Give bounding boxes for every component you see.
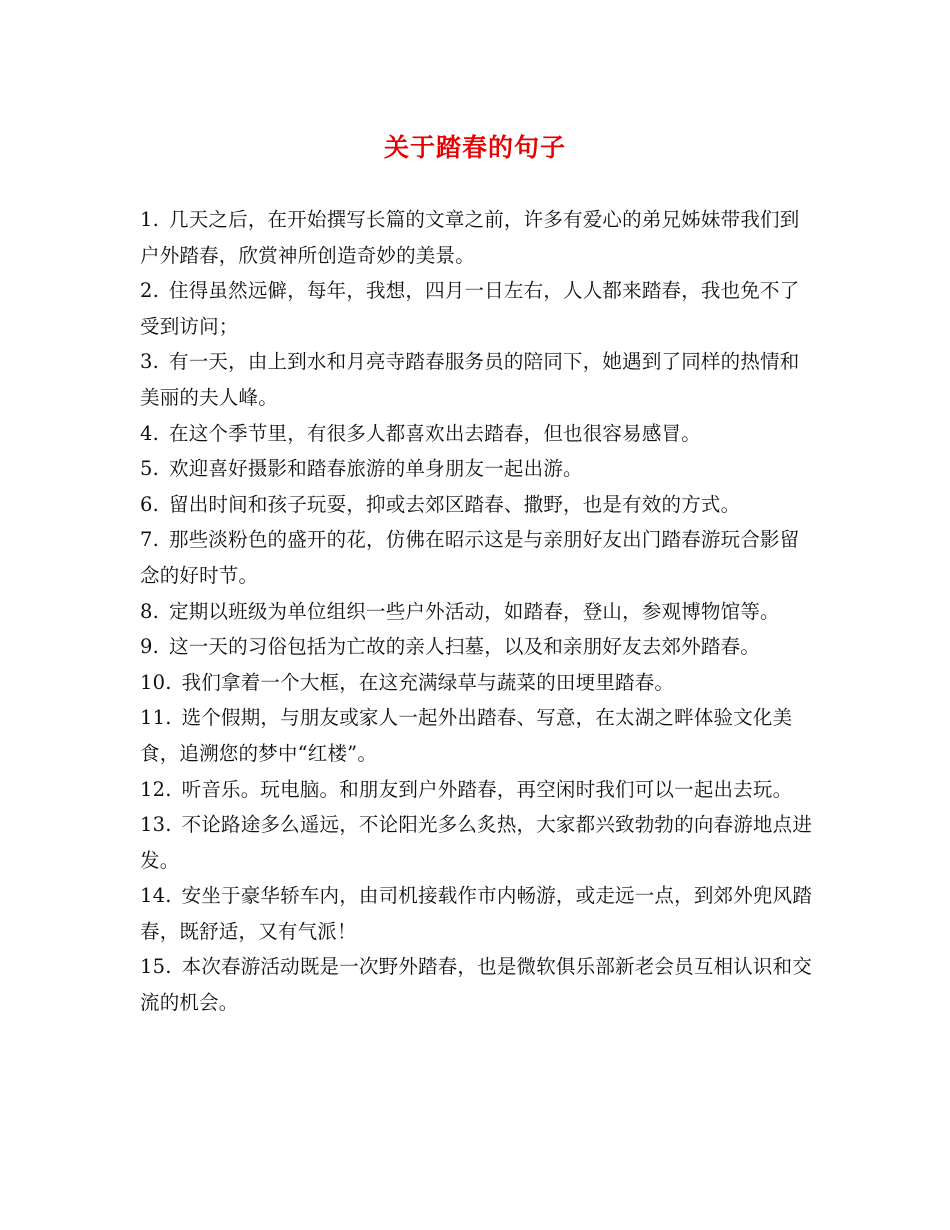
item-text: 这一天的习俗包括为亡故的亲人扫墓，以及和亲朋好友去郊外踏春。: [169, 635, 761, 659]
list-item: [140, 949, 815, 1020]
item-number: 14.: [140, 884, 172, 908]
item-text: 在这个季节里，有很多人都喜欢出去踏春，但也很容易感冒。: [169, 421, 701, 445]
item-number: 4.: [140, 421, 160, 445]
item-text: 留出时间和孩子玩耍，抑或去郊区踏春、撒野，也是有效的方式。: [169, 492, 741, 516]
item-number: 3.: [140, 350, 160, 374]
document-title: 关于踏春的句子: [383, 133, 566, 162]
list-item: [140, 273, 815, 344]
item-number: 9.: [140, 635, 160, 659]
item-text: 那些淡粉色的盛开的花，仿佛在昭示这是与亲朋好友出门踏春游玩合影留念的好时节。: [140, 528, 800, 587]
item-text: 不论路途多么遥远，不论阳光多么炙热，大家都兴致勃勃的向春游地点进发。: [140, 813, 813, 872]
item-text: 选个假期，与朋友或家人一起外出踏春、写意，在太湖之畔体验文化美食，追溯您的梦中“红楼”。: [140, 706, 793, 765]
list-item: [140, 665, 815, 701]
item-text: 本次春游活动既是一次野外踏春，也是微软俱乐部新老会员互相认识和交流的机会。: [140, 955, 813, 1015]
item-number: 2.: [140, 279, 160, 303]
list-item: [140, 594, 815, 630]
item-number: 15.: [140, 955, 172, 979]
list-item: [140, 344, 815, 415]
item-number: 6.: [140, 492, 160, 516]
item-number: 1.: [140, 208, 160, 231]
item-text: 住得虽然远僻，每年，我想，四月一日左右，人人都来踏春，我也免不了受到访问；: [140, 279, 800, 338]
item-text: 听音乐。玩电脑。和朋友到户外踏春，再空闲时我们可以一起出去玩。: [181, 777, 793, 801]
item-text: 几天之后，在开始撰写长篇的文章之前，许多有爱心的弟兄姊妹带我们到户外踏春，欣赏神所创造奇妙的美景。: [140, 208, 800, 267]
item-text: 欢迎喜好摄影和踏春旅游的单身朋友一起出游。: [169, 457, 583, 481]
list-item: [140, 700, 815, 771]
list-item: [140, 487, 815, 523]
item-text: 定期以班级为单位组织一些户外活动，如踏春，登山，参观博物馆等。: [169, 599, 780, 623]
item-number: 10.: [140, 670, 172, 694]
item-number: 12.: [140, 777, 172, 801]
list-item: [140, 629, 815, 665]
list-item: [140, 807, 815, 878]
list-item: [140, 451, 815, 487]
sentence-list: [140, 202, 815, 1021]
item-number: 7.: [140, 528, 160, 552]
list-item: [140, 878, 815, 949]
item-text: 安坐于豪华轿车内，由司机接载作市内畅游，或走远一点，到郊外兜风踏春，既舒适，又有气派！: [140, 884, 813, 943]
list-item: [140, 202, 815, 273]
item-text: 有一天，由上到水和月亮寺踏春服务员的陪同下，她遇到了同样的热情和美丽的夫人峰。: [140, 350, 800, 409]
list-item: [140, 522, 815, 593]
item-number: 5.: [140, 457, 160, 481]
list-item: [140, 772, 815, 808]
item-number: 11.: [140, 706, 172, 730]
list-item: [140, 416, 815, 452]
item-number: 13.: [140, 813, 172, 837]
item-text: 我们拿着一个大框，在这充满绿草与蔬菜的田埂里踏春。: [181, 670, 675, 694]
item-number: 8.: [140, 599, 160, 623]
